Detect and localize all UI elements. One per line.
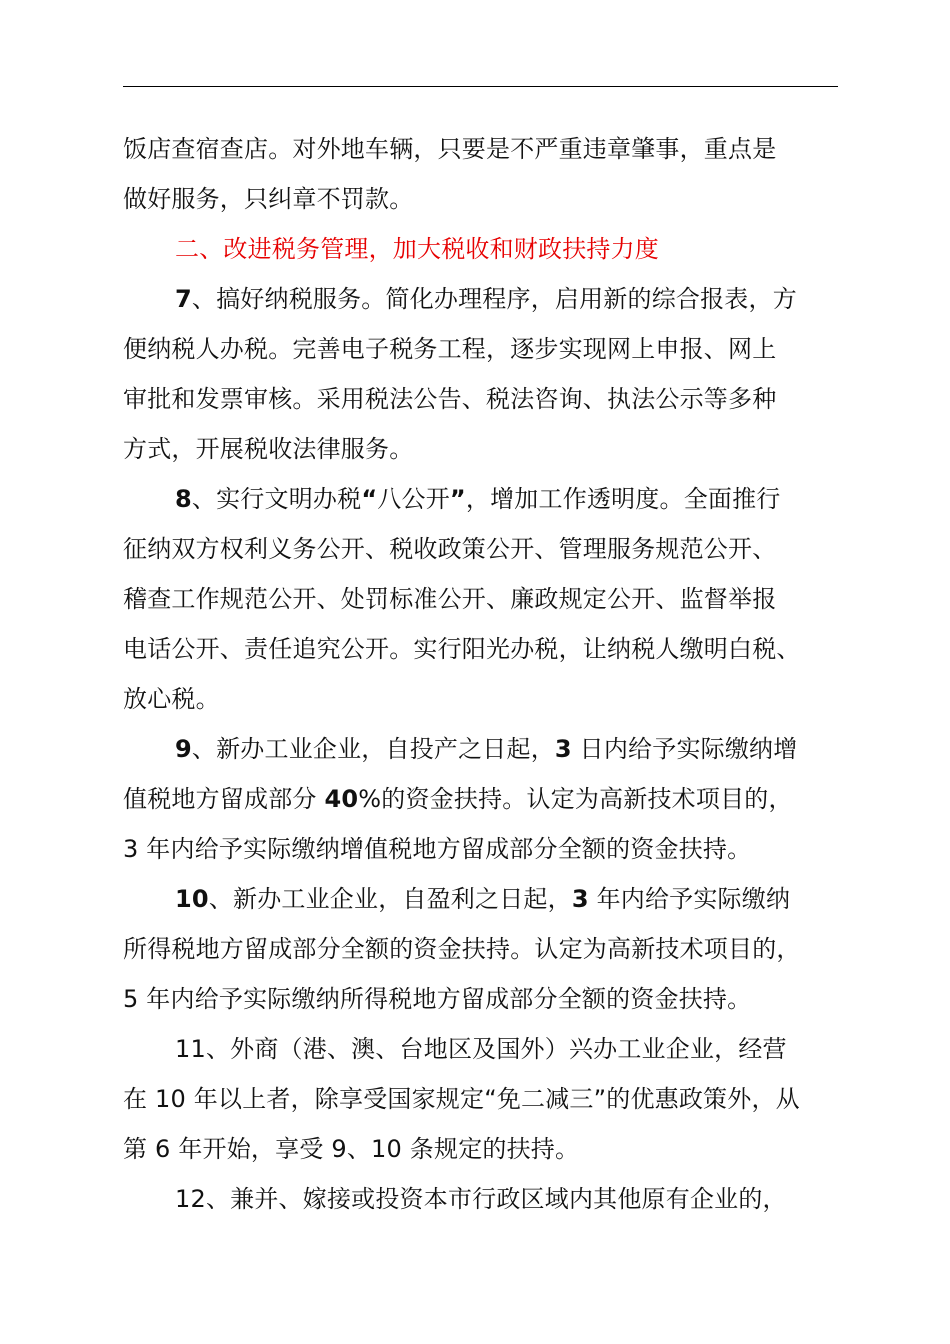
section-heading: 二、改进税务管理，加大税收和财政扶持力度 xyxy=(175,235,659,263)
text-line: 做好服务，只纠章不罚款。 xyxy=(123,185,414,213)
text-line: 第 6 年开始，享受 9、10 条规定的扶持。 xyxy=(123,1135,580,1163)
text-segment xyxy=(572,735,580,763)
text-line: 稽查工作规范公开、处罚标准公开、廉政规定公开、监督举报 xyxy=(123,585,777,613)
text-segment: 、新办工业企业，自投产之日起， xyxy=(191,735,555,763)
text-segment: 、实行文明办税 xyxy=(191,485,362,513)
number-value: 3 xyxy=(554,735,572,763)
text-line: 所得税地方留成部分全额的资金扶持。认定为高新技术项目的， xyxy=(123,935,801,963)
text-segment: %的资金扶持。认定为高新技术项目的， xyxy=(358,785,793,813)
text-segment: 八公开 xyxy=(377,485,450,513)
paragraph-12-line: 12、兼并、嫁接或投资本市行政区域内其他原有企业的， xyxy=(175,1185,787,1213)
text-segment: ，增加工作透明度。全面推行 xyxy=(465,485,781,513)
paragraph-9-line xyxy=(175,724,935,774)
header-rule xyxy=(123,86,838,87)
text-segment: 、搞好纳税服务。简化办理程序，启用新的综合报表，方 xyxy=(191,285,797,313)
number-value: 3 xyxy=(571,885,589,913)
text-line: 5 年内给予实际缴纳所得税地方留成部分全额的资金扶持。 xyxy=(123,985,752,1013)
quote-open: “ xyxy=(361,485,378,513)
text-line: 便纳税人办税。完善电子税务工程，逐步实现网上申报、网上 xyxy=(123,335,777,363)
text-line: 放心税。 xyxy=(123,685,220,713)
item-number: 9 xyxy=(175,735,192,763)
paragraph-10-line xyxy=(175,874,935,924)
text-segment: 、新办工业企业，自盈利之日起， xyxy=(208,885,572,913)
quote-close: ” xyxy=(449,485,466,513)
text-segment: 日内给予实际缴纳增 xyxy=(579,735,798,763)
item-number: 10 xyxy=(175,885,209,913)
text-segment xyxy=(589,885,597,913)
text-line: 3 年内给予实际缴纳增值税地方留成部分全额的资金扶持。 xyxy=(123,835,752,863)
text-line: 审批和发票审核。采用税法公告、税法咨询、执法公示等多种 xyxy=(123,385,777,413)
text-line xyxy=(123,774,883,824)
text-line: 征纳双方权利义务公开、税收政策公开、管理服务规范公开、 xyxy=(123,535,777,563)
paragraph-11-line: 11、外商（港、澳、台地区及国外）兴办工业企业，经营 xyxy=(175,1035,787,1063)
text-line: 方式，开展税收法律服务。 xyxy=(123,435,414,463)
item-number: 7 xyxy=(175,285,192,313)
text-line: 在 10 年以上者，除享受国家规定“免二减三”的优惠政策外，从 xyxy=(123,1085,800,1113)
text-line: 电话公开、责任追究公开。实行阳光办税，让纳税人缴明白税、 xyxy=(123,635,801,663)
number-value: 40 xyxy=(324,785,359,813)
text-segment: 值税地方留成部分 xyxy=(123,785,317,813)
paragraph-8-line xyxy=(175,474,935,524)
text-line: 饭店查宿查店。对外地车辆，只要是不严重违章肇事，重点是 xyxy=(123,135,777,163)
paragraph-7-line xyxy=(175,274,935,324)
text-segment: 年内给予实际缴纳 xyxy=(596,885,791,913)
item-number: 8 xyxy=(175,485,192,513)
